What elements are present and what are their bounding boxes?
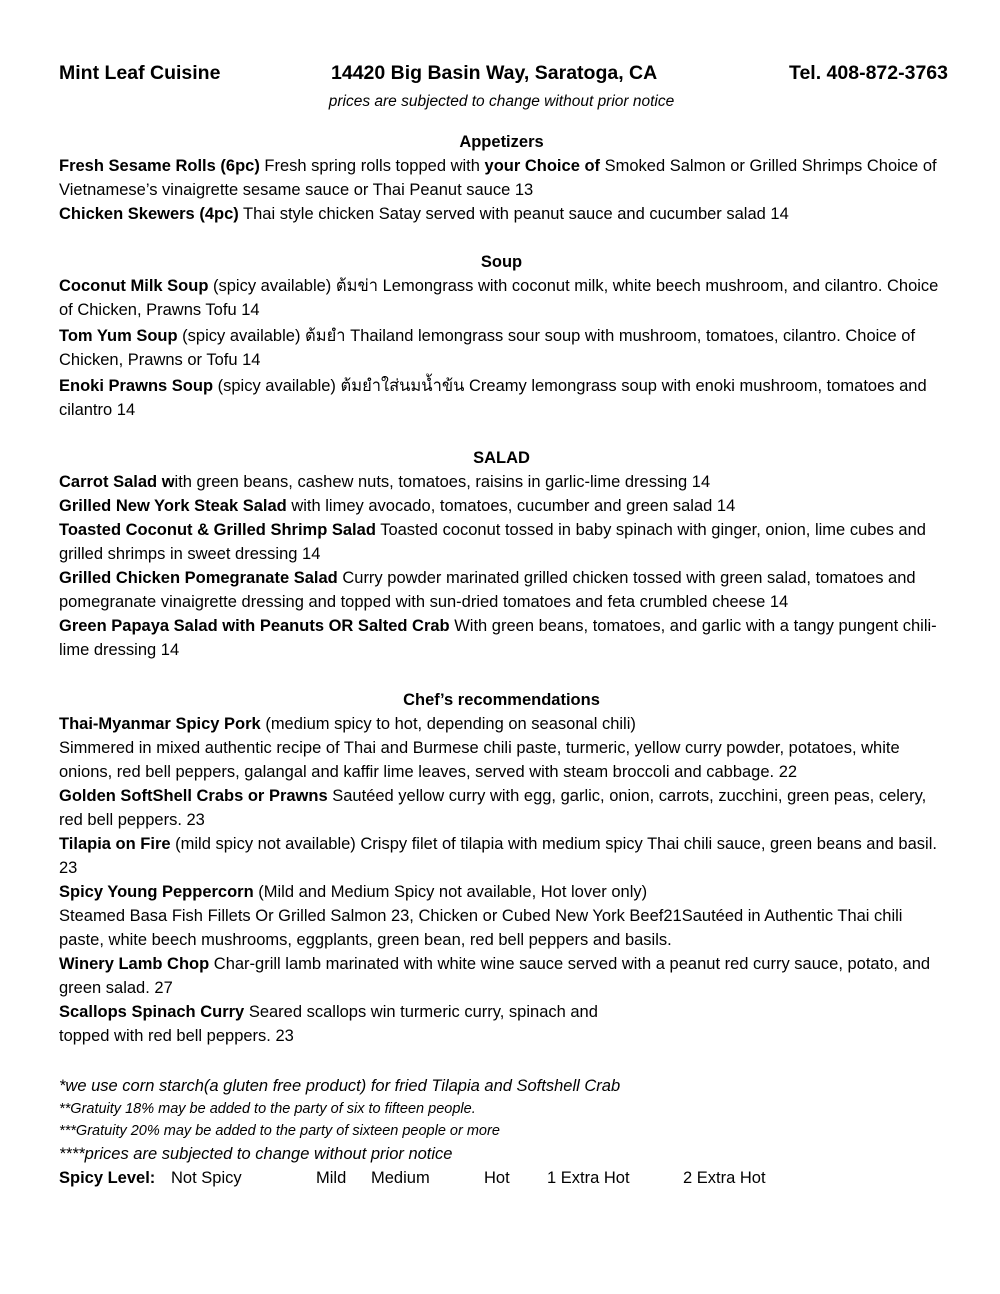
item-desc: Seared scallops win turmeric curry, spinach and <box>244 1003 598 1021</box>
item-desc-cont: Smoked Salmon or Grilled Shrimps Choice of Vietnamese’s vinaigrette sesame sauce or Thai Peanut sauce 13 <box>59 157 937 199</box>
menu-item <box>59 494 944 518</box>
item-name: Toasted Coconut & Grilled Shrimp Salad <box>59 521 376 539</box>
item-desc: With green beans, tomatoes, and garlic with a tangy pungent chili-lime dressing 14 <box>59 617 937 659</box>
menu-item <box>59 518 944 566</box>
item-desc: (medium spicy to hot, depending on seasonal chili) <box>260 715 636 733</box>
item-desc: Curry powder marinated grilled chicken tossed with green salad, tomatoes and pomegranate vinaigrette dressing and topped with sun-dried tomatoes and feta crumbled cheese 14 <box>59 569 916 611</box>
item-name: Scallops Spinach Curry <box>59 1003 245 1021</box>
gluten-note: *we use corn starch(a gluten free product) for fried Tilapia and Softshell Crab <box>59 1077 621 1095</box>
footer-notes <box>59 1074 944 1190</box>
restaurant-address: 14420 Big Basin Way, Saratoga, CA <box>331 62 658 84</box>
item-desc: (spicy available) ต้มข่า Lemongrass with coconut milk, white beech mushroom, and cilantro. Choice of Chicken, Prawns Tofu 14 <box>59 277 939 319</box>
item-name: Fresh Sesame Rolls (6pc) <box>59 157 260 175</box>
item-name: Carrot Salad w <box>59 473 175 491</box>
item-name: Thai-Myanmar Spicy Pork <box>59 715 261 733</box>
item-name: Winery Lamb Chop <box>59 955 210 973</box>
item-name: Enoki Prawns Soup <box>59 377 214 395</box>
price-change-note: ****prices are subjected to change without prior notice <box>59 1145 453 1163</box>
menu-page <box>59 58 948 1190</box>
spicy-level-1-extra-hot: 1 Extra Hot <box>547 1169 630 1187</box>
item-desc: Char-grill lamb marinated with white wine sauce served with a peanut red curry sauce, potato, and green salad. 27 <box>59 955 931 997</box>
menu-item <box>59 1000 944 1024</box>
spicy-level-not-spicy: Not Spicy <box>171 1169 242 1187</box>
menu-item <box>59 566 944 614</box>
menu-item <box>59 374 944 422</box>
menu-item <box>59 274 944 322</box>
gratuity-note-20: ***Gratuity 20% may be added to the party of sixteen people or more <box>59 1123 500 1139</box>
section-title-salad: SALAD <box>473 449 530 467</box>
spicy-level-2-extra-hot: 2 Extra Hot <box>683 1169 766 1187</box>
item-desc: (mild spicy not available) Crispy filet of tilapia with medium spicy Thai chili sauce, green beans and basil. 23 <box>59 835 937 877</box>
spicy-level-legend <box>59 1166 944 1190</box>
spicy-level-mild: Mild <box>316 1169 347 1187</box>
soup-section <box>59 250 944 422</box>
item-name: Grilled New York Steak Salad <box>59 497 287 515</box>
restaurant-name: Mint Leaf Cuisine <box>59 62 221 84</box>
item-name: Spicy Young Peppercorn <box>59 883 254 901</box>
menu-item <box>59 952 944 1000</box>
menu-item <box>59 470 944 494</box>
menu-item <box>59 324 944 372</box>
item-desc: Fresh spring rolls topped with <box>259 157 485 175</box>
spicy-level-hot: Hot <box>484 1169 510 1187</box>
menu-item <box>59 784 944 832</box>
item-name: Tilapia on Fire <box>59 835 171 853</box>
item-desc: (Mild and Medium Spicy not available, Hot lover only) <box>253 883 648 901</box>
item-desc: (spicy available) ต้มยำใส่นมน้ำข้น Creamy lemongrass soup with enoki mushroom, tomatoes and cilantro 14 <box>59 377 927 419</box>
spicy-level-medium: Medium <box>371 1169 430 1187</box>
menu-header <box>59 58 948 90</box>
item-name: Tom Yum Soup <box>59 327 178 345</box>
item-desc: Thai style chicken Satay served with peanut sauce and cucumber salad 14 <box>238 205 789 223</box>
section-title-chef: Chef’s recommendations <box>403 691 600 709</box>
salad-section <box>59 446 944 662</box>
item-detail: topped with red bell peppers. 23 <box>59 1027 294 1045</box>
chef-section <box>59 688 944 1048</box>
menu-item <box>59 154 944 202</box>
item-desc: Toasted coconut tossed in baby spinach with ginger, onion, lime cubes and grilled shrimps in sweet dressing 14 <box>59 521 926 563</box>
item-desc: ith green beans, cashew nuts, tomatoes, raisins in garlic-lime dressing 14 <box>174 473 711 491</box>
restaurant-phone: Tel. 408-872-3763 <box>789 62 948 84</box>
item-desc: Sautéed yellow curry with egg, garlic, onion, carrots, zucchini, green peas, celery, red bell peppers. 23 <box>59 787 927 829</box>
menu-item <box>59 880 944 904</box>
item-detail: Simmered in mixed authentic recipe of Thai and Burmese chili paste, turmeric, yellow curry powder, potatoes, white onions, red bell peppers, galangal and kaffir lime leaves, served with steam broccoli and cabbage. 22 <box>59 739 900 781</box>
price-notice: prices are subjected to change without prior notice <box>328 93 675 110</box>
spicy-level-label: Spicy Level: <box>59 1169 156 1187</box>
section-title-soup: Soup <box>480 253 523 271</box>
menu-item <box>59 832 944 880</box>
menu-item <box>59 712 944 736</box>
appetizers-section <box>59 130 944 226</box>
item-detail: Steamed Basa Fish Fillets Or Grilled Salmon 23, Chicken or Cubed New York Beef21Sautéed in Authentic Thai chili paste, white beech mushrooms, eggplants, green bean, red bell peppers and basils. <box>59 907 903 949</box>
item-name: Coconut Milk Soup <box>59 277 209 295</box>
menu-item <box>59 614 944 662</box>
item-name: Grilled Chicken Pomegranate Salad <box>59 569 338 587</box>
menu-item <box>59 202 944 226</box>
item-desc: (spicy available) ต้มยำ Thailand lemongrass sour soup with mushroom, tomatoes, cilantro. Choice of Chicken, Prawns or Tofu 14 <box>59 327 916 369</box>
item-name: Golden SoftShell Crabs or Prawns <box>59 787 328 805</box>
item-desc: with limey avocado, tomatoes, cucumber and green salad 14 <box>286 497 736 515</box>
item-emphasis: your Choice of <box>484 157 601 175</box>
section-title-appetizers: Appetizers <box>459 133 544 151</box>
item-name: Green Papaya Salad with Peanuts OR Salted Crab <box>59 617 450 635</box>
item-name: Chicken Skewers (4pc) <box>59 205 239 223</box>
gratuity-note-18: **Gratuity 18% may be added to the party of six to fifteen people. <box>59 1101 476 1117</box>
